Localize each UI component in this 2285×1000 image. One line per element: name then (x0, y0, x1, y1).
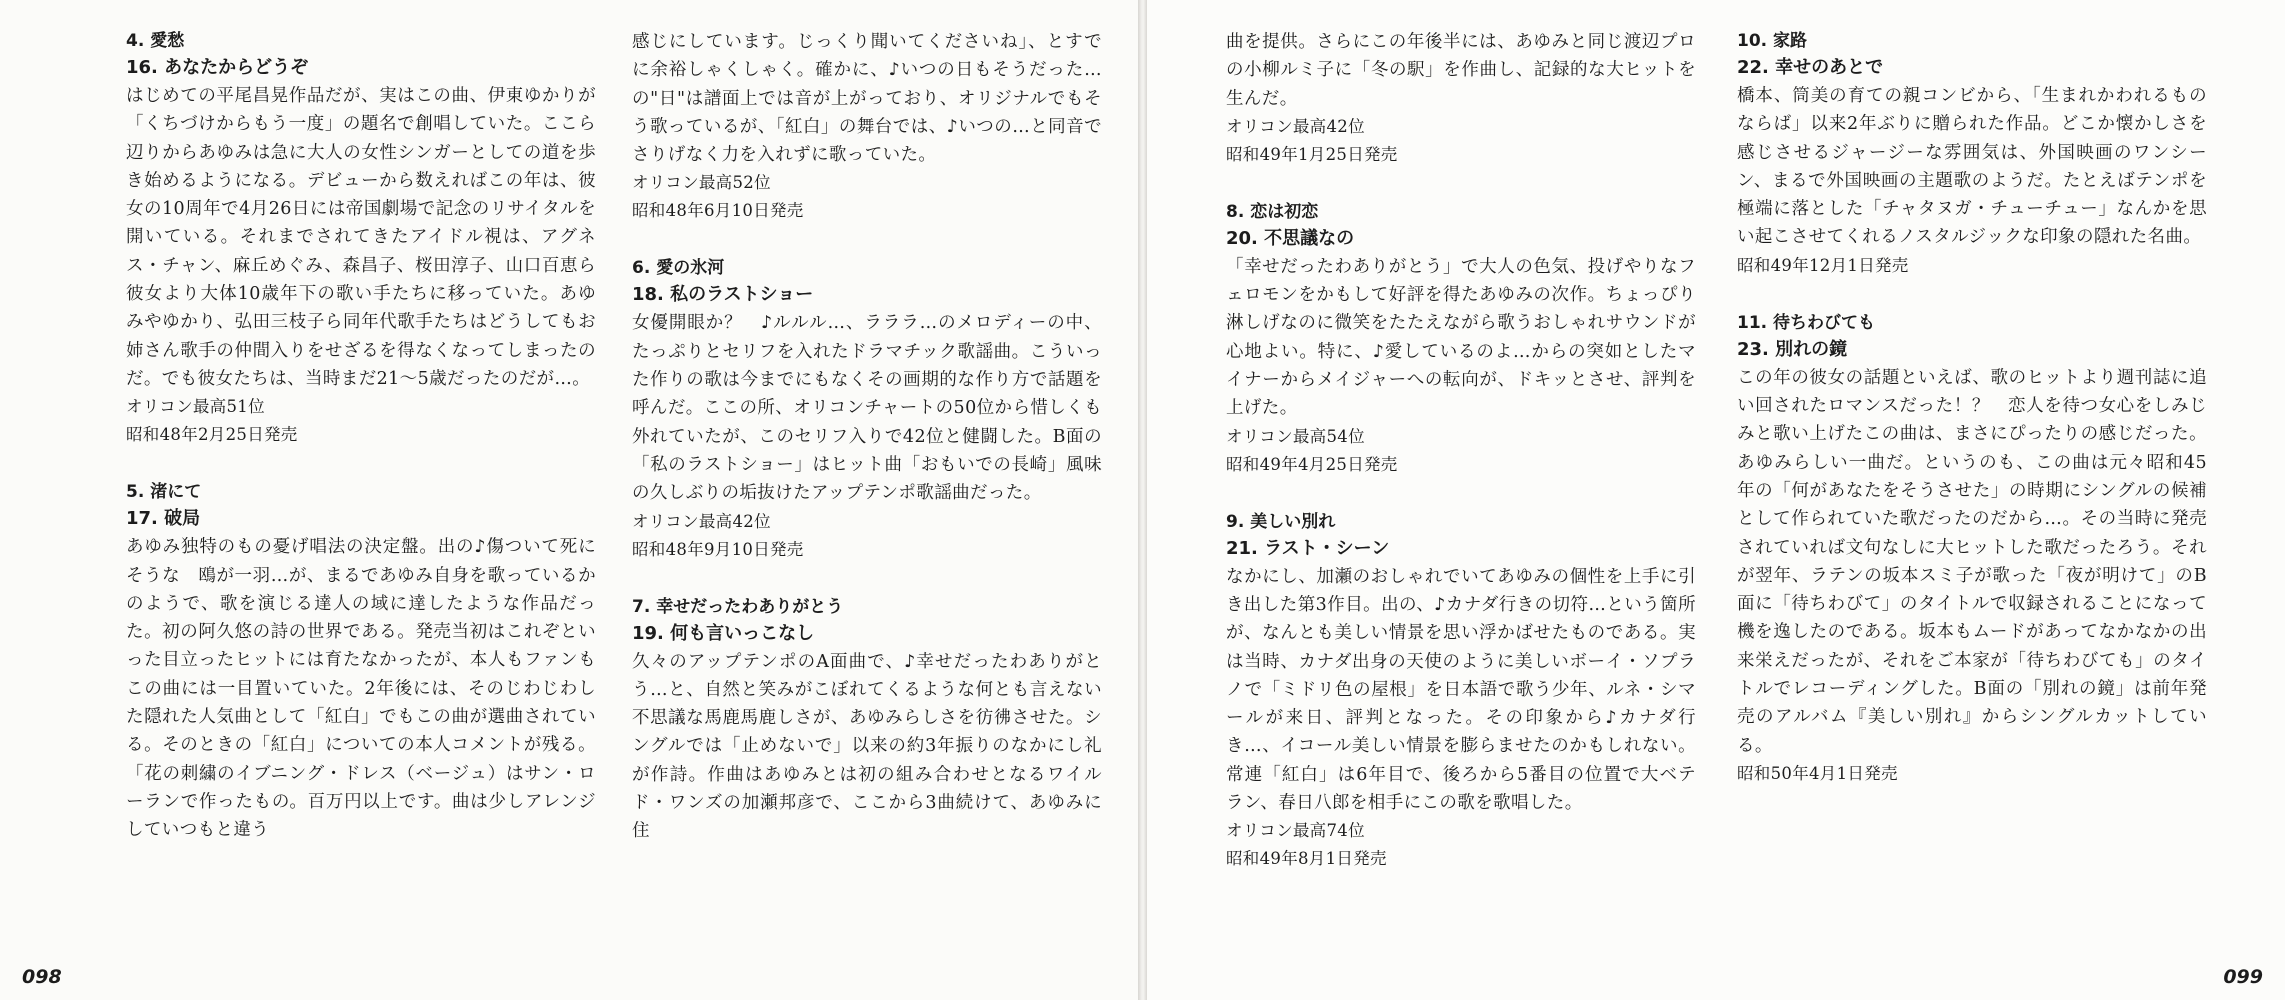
right-page-column-2 (1737, 28, 2207, 818)
oricon-chart-position: オリコン最高51位 (126, 397, 265, 417)
song-title: 22. 幸せのあとで (1737, 57, 1884, 78)
song-description: あゆみ独特のもの憂げ唱法の決定盤。出の♪傷ついて死にそうな 鴎が一羽…が、まるであゆみ自身を歌っているかのようで、歌を演じる達人の域に達したような作品だった。初の阿久悠の詩の世界である。発売当初はこれぞといった目立ったヒットには育たなかったが、本人もファンもこの曲には一目置いていた。2年後には、そのじわじわした隠れた人気曲として「紅白」でもこの曲が選曲されている。そのときの「紅白」についての本人コメントが残る。「花の刺繍のイブニング・ドレス（ベージュ）はサン・ローランで作ったもの。百万円以上です。曲は少しアレンジしていつもと違う (126, 537, 596, 841)
song-entry-5 (126, 479, 596, 844)
release-date: 昭和50年4月1日発売 (1737, 763, 1898, 783)
left-page-column-2 (632, 28, 1102, 876)
release-date: 昭和48年9月10日発売 (632, 539, 804, 559)
song-entry-5-continued (632, 28, 1102, 225)
oricon-chart-position: オリコン最高42位 (1226, 116, 1365, 136)
song-description: 久々のアップテンポのA面曲で、♪幸せだったわありがとう…と、自然と笑みがこぼれてくるような何とも言えない不思議な馬鹿馬鹿しさが、あゆみらしさを彷彿させた。シングルでは「止めないで」以来の約3年振りのなかにし礼が作詩。作曲はあゆみとは初の組み合わせとなるワイルド・ワンズの加瀬邦彦で、ここから3曲続けて、あゆみに住 (632, 651, 1102, 842)
section-heading: 10. 家路 (1737, 31, 1808, 51)
page-number: 098 (22, 966, 62, 988)
song-description: この年の彼女の話題といえば、歌のヒットより週刊誌に追い回されたロマンスだった！？ 恋人を待つ女心をしみじみと歌い上げたこの曲は、まさにぴったりの感じだった。あゆみらしい一曲だ。というのも、この曲は元々昭和45年の「何があなたをそうさせた」の時期にシングルの候補として作られていた歌だったのだから…。その当時に発売されていれば文句なしに大ヒットした歌だったろう。それが翌年、ラテンの坂本スミ子が歌った「夜が明けて」のB面に「待ちわびて」のタイトルで収録されることになって機を逸したのである。坂本もムードがあってなかなかの出来栄えだったが、それをご本家が「待ちわびても」のタイトルでレコーディングした。B面の「別れの鏡」は前年発売のアルバム『美しい別れ』からシングルカットしている。 (1737, 367, 2207, 756)
song-description: 女優開眼か？ ♪ルルル…、ラララ…のメロディーの中、たっぷりとセリフを入れたドラマチック歌謡曲。こういった作りの歌は今までにもなくその画期的な作り方で話題を呼んだ。ここの所、オリコンチャートの50位から惜しくも外れていたが、このセリフ入りで42位と健闘した。B面の「私のラストショー」はヒット曲「おもいでの長崎」風味の久しぶりの垢抜けたアップテンポ歌謡曲だった。 (632, 313, 1102, 504)
song-description: 「幸せだったわありがとう」で大人の色気、投げやりなフェロモンをかもして好評を得たあゆみの次作。ちょっぴり淋しげなのに微笑をたたえながら歌うおしゃれサウンドが心地よい。特に、♪愛しているのよ…からの突如としたマイナーからメイジャーへの転向が、ドキッとさせ、評判を上げた。 (1226, 256, 1696, 419)
song-title: 18. 私のラストショー (632, 284, 814, 306)
section-heading: 8. 恋は初恋 (1226, 201, 1319, 222)
song-title: 23. 別れの鏡 (1737, 338, 1848, 360)
song-title: 16. あなたからどうぞ (126, 57, 309, 78)
song-entry-6 (632, 255, 1102, 563)
song-entry-7-continued (1226, 28, 1696, 169)
release-date: 昭和48年6月10日発売 (632, 201, 804, 221)
book-gutter (1138, 0, 1147, 1000)
song-entry-10 (1737, 28, 2207, 280)
section-heading: 5. 渚にて (126, 482, 202, 503)
release-date: 昭和48年2月25日発売 (126, 425, 298, 445)
oricon-chart-position: オリコン最高42位 (632, 511, 771, 531)
song-entry-4 (126, 28, 596, 449)
song-entry-9 (1226, 509, 1696, 874)
oricon-chart-position: オリコン最高74位 (1226, 821, 1365, 841)
section-heading: 9. 美しい別れ (1226, 511, 1336, 532)
section-heading: 4. 愛愁 (126, 31, 185, 51)
song-title: 20. 不思議なの (1226, 227, 1355, 249)
song-description: はじめての平尾昌晃作品だが、実はこの曲、伊東ゆかりが「くちづけからもう一度」の題名で創唱していた。ここら辺りからあゆみは急に大人の女性シンガーとしての道を歩き始めるようになる。デビューから数えればこの年は、彼女の10周年で4月26日には帝国劇場で記念のリサイタルを開いている。それまでされてきたアイドル視は、アグネス・チャン、麻丘めぐみ、森昌子、桜田淳子、山口百恵ら彼女より大体10歳年下の歌い手たちに移っていた。あゆみやゆかり、弘田三枝子ら同年代歌手たちはどうしてもお姉さん歌手の仲間入りをせざるを得なくなってしまったのだ。でも彼女たちは、当時まだ21〜5歳だったのだが…。 (126, 86, 596, 389)
section-heading: 7. 幸せだったわありがとう (632, 596, 844, 617)
oricon-chart-position: オリコン最高52位 (632, 173, 771, 193)
release-date: 昭和49年12月1日発売 (1737, 255, 1909, 275)
right-page-column-1 (1226, 28, 1696, 903)
release-date: 昭和49年8月1日発売 (1226, 849, 1387, 869)
song-description-continued: 感じにしています。じっくり聞いてくださいね」、とすでに余裕しゃくしゃく。確かに、♪いつの日もそうだった…の"日"は譜面上では音が上がっており、オリジナルでもそう歌っているが、「紅白」の舞台では、♪いつの…と同音でさりげなく力を入れずに歌っていた。 (632, 32, 1102, 166)
song-title: 17. 破局 (126, 508, 201, 530)
release-date: 昭和49年1月25日発売 (1226, 144, 1398, 164)
section-heading: 6. 愛の氷河 (632, 258, 725, 279)
song-description-continued: 曲を提供。さらにこの年後半には、あゆみと同じ渡辺プロの小柳ルミ子に「冬の駅」を作曲し、記録的な大ヒットを生んだ。 (1226, 32, 1696, 109)
song-title: 21. ラスト・シーン (1226, 537, 1390, 559)
oricon-chart-position: オリコン最高54位 (1226, 426, 1365, 446)
song-entry-11 (1737, 310, 2207, 788)
song-entry-7 (632, 594, 1102, 846)
right-page (1147, 0, 2285, 1000)
song-description: 橋本、筒美の育ての親コンビから、「生まれかわれるものならば」以来2年ぶりに贈られた作品。どこか懐かしさを感じさせるジャージーな雰囲気は、外国映画のワンシーン、まるで外国映画の主題歌のようだ。たとえばテンポを極端に落とした「チャタヌガ・チューチュー」なんかを思い起こさせてくれるノスタルジックな印象の隠れた名曲。 (1737, 86, 2207, 248)
section-heading: 11. 待ちわびても (1737, 312, 1876, 333)
song-entry-8 (1226, 199, 1696, 479)
song-description: なかにし、加瀬のおしゃれでいてあゆみの個性を上手に引き出した第3作目。出の、♪カナダ行きの切符…という箇所が、なんとも美しい情景を思い浮かばせたものである。実は当時、カナダ出身の天使のように美しいボーイ・ソプラノで「ミドリ色の屋根」を日本語で歌う少年、ルネ・シマールが来日、評判となった。その印象から♪カナダ行き…、イコール美しい情景を膨らませたのかもしれない。常連「紅白」は6年目で、後ろから5番目の位置で大ベテラン、春日八郎を相手にこの歌を歌唱した。 (1226, 566, 1696, 814)
left-page (0, 0, 1138, 1000)
release-date: 昭和49年4月25日発売 (1226, 454, 1398, 474)
page-number: 099 (2223, 966, 2263, 988)
left-page-column-1 (126, 28, 596, 875)
song-title: 19. 何も言いっこなし (632, 622, 815, 644)
